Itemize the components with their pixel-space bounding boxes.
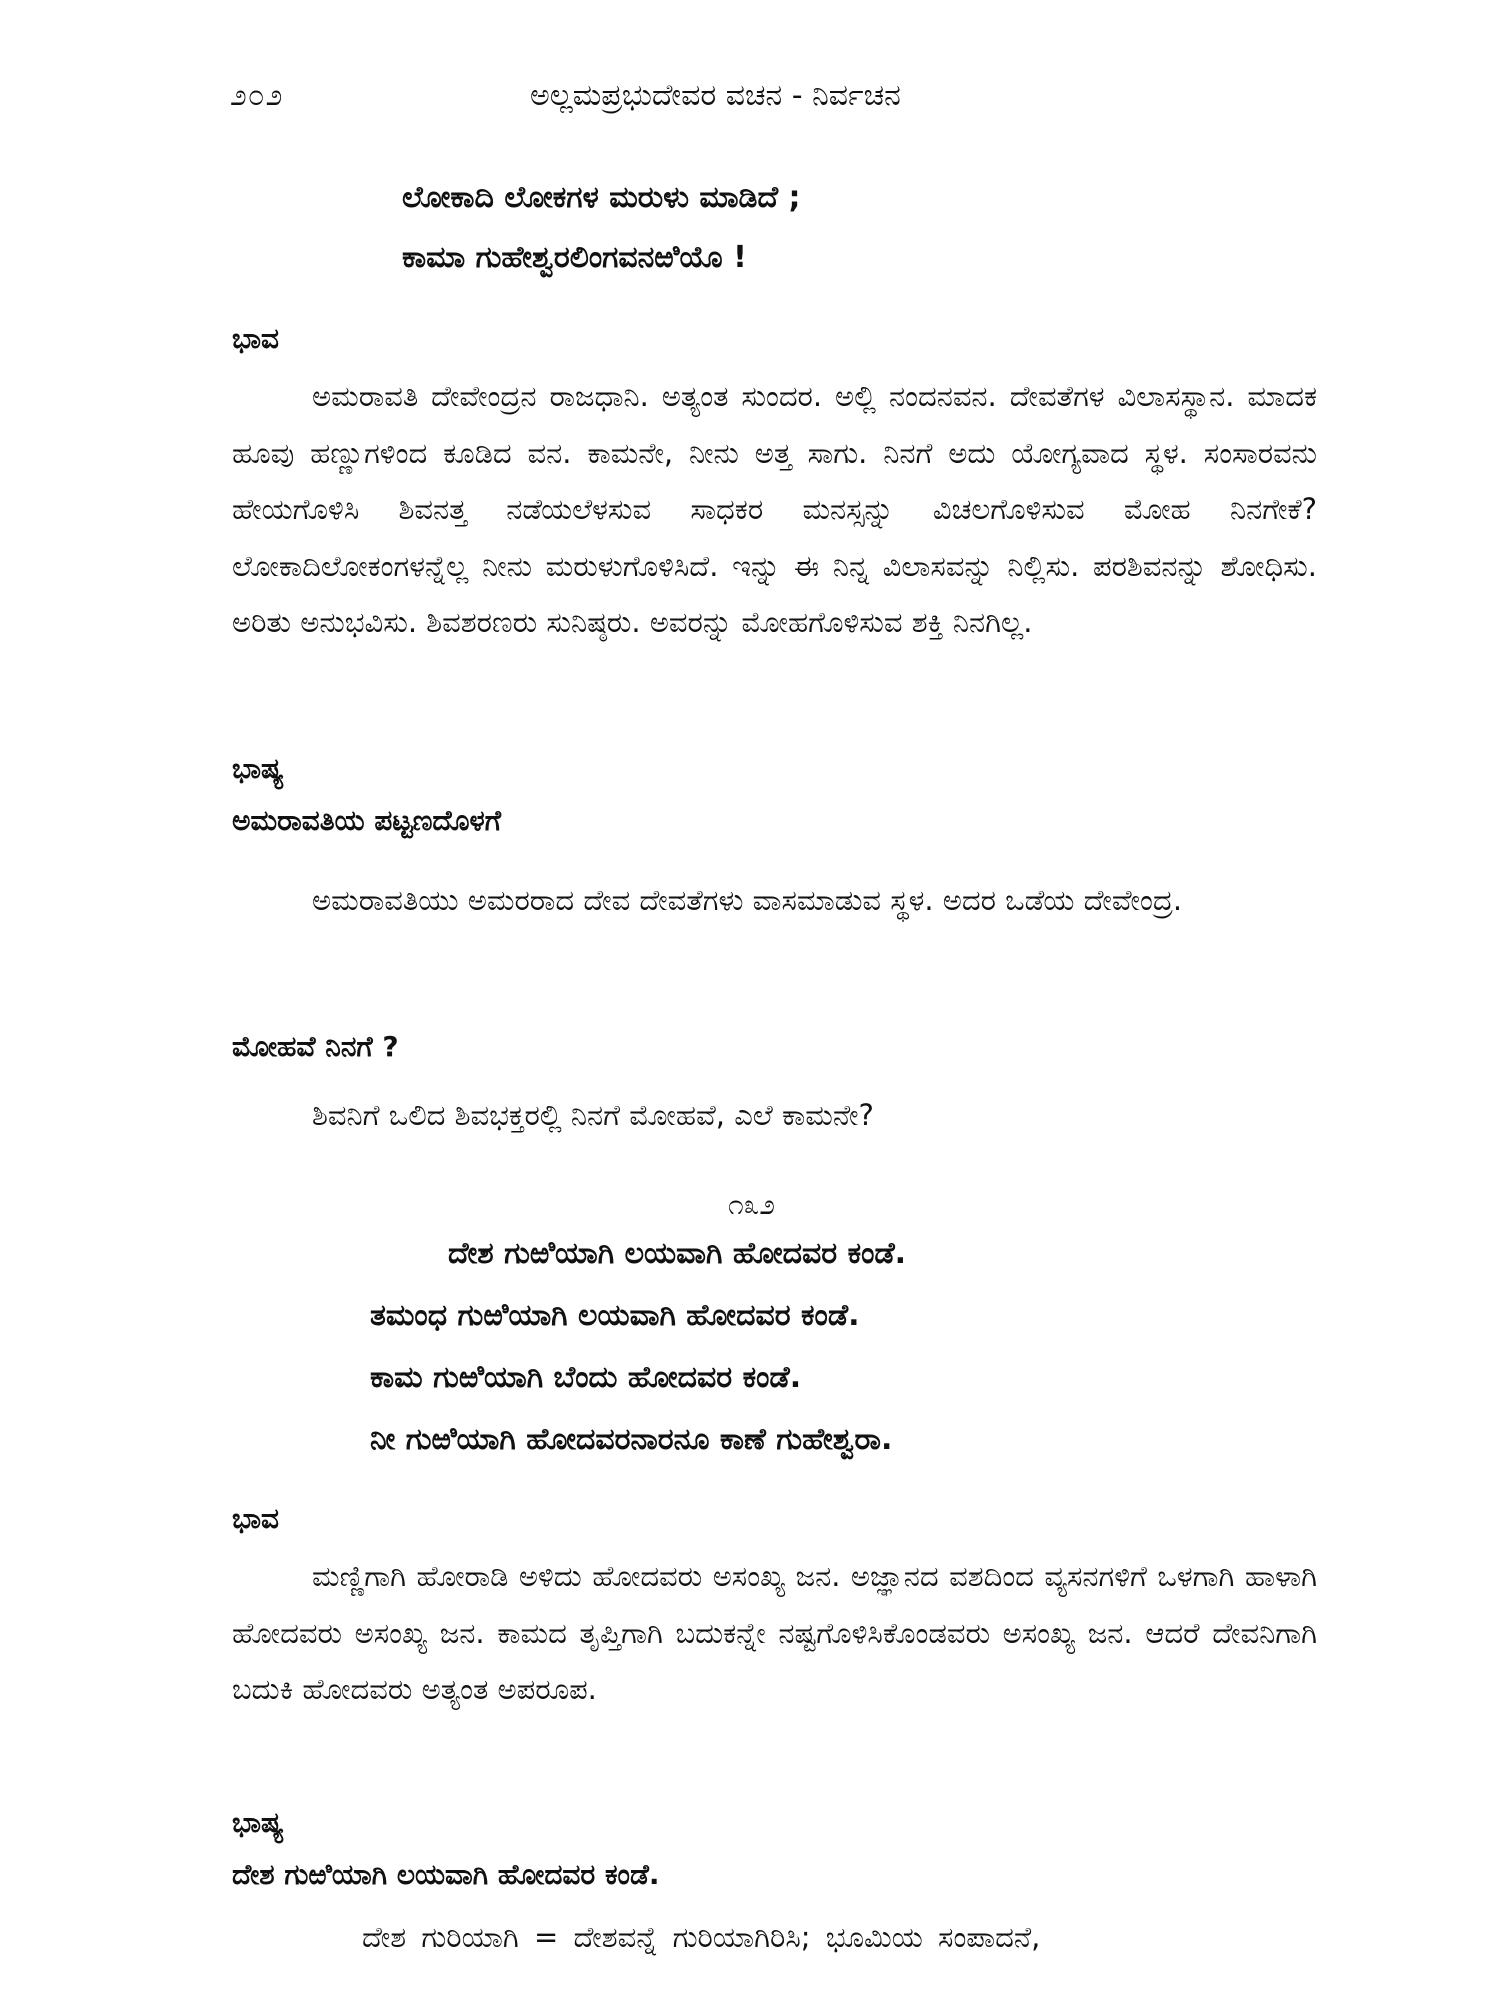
- opening-verse-line-2: ಕಾಮಾ ಗುಹೇಶ್ವರಲಿಂಗವನಱಿಯೊ !: [402, 240, 747, 275]
- opening-verse-line-1: ಲೋಕಾದಿ ಲೋಕಗಳ ಮರುಳು ಮಾಡಿದೆ ;: [402, 180, 801, 215]
- vachana-line-1: ದೇಶ ಗುಱಿಯಾಗಿ ಲಯವಾಗಿ ಹೋದವರ ಕಂಡೆ.: [448, 1236, 907, 1271]
- running-title: ಅಲ್ಲಮಪ್ರಭುದೇವರ ವಚನ - ನಿರ್ವಚನ: [530, 78, 901, 113]
- bhashya-heading: ಭಾಷ್ಯ: [232, 752, 284, 785]
- subheading-mohave: ಮೋಹವೆ ನಿನಗೆ ?: [232, 1030, 399, 1063]
- bhava-paragraph: ಅಮರಾವತಿ ದೇವೇಂದ್ರನ ರಾಜಧಾನಿ. ಅತ್ಯಂತ ಸುಂದರ. ಅಲ್ಲಿ ನಂದನವನ. ದೇವತೆಗಳ ವಿಲಾಸಸ್ಥಾನ. ಮಾದಕ ಹೂವು ಹಣ್ಣುಗಳಿಂದ ಕೂಡಿದ ವನ. ಕಾಮನೇ, ನೀನು ಅತ್ತ ಸಾಗು. ನಿನಗೆ ಅದು ಯೋಗ್ಯವಾದ ಸ್ಥಳ. ಸಂಸಾರವನು ಹೇಯಗೊಳಿಸಿ ಶಿವನತ್ತ ನಡೆಯಲೆಳಸುವ ಸಾಧಕರ ಮನಸ್ಸನ್ನು ವಿಚಲಗೊಳಿಸುವ ಮೋಹ ನಿನಗೇಕೆ? ಲೋಕಾದಿಲೋಕಂಗಳನ್ನೆಲ್ಲ ನೀನು ಮರುಳುಗೊಳಿಸಿದೆ. ಇನ್ನು ಈ ನಿನ್ನ ವಿಲಾಸವನ್ನು ನಿಲ್ಲಿಸು. ಪರಶಿವನನ್ನು ಶೋಧಿಸು. ಅರಿತು ಅನುಭವಿಸು. ಶಿವಶರಣರು ಸುನಿಷ್ಠರು. ಅವರನ್ನು ಮೋಹಗೊಳಿಸುವ ಶಕ್ತಿ ನಿನಗಿಲ್ಲ.: [232, 379, 1317, 639]
- desha-paragraph: ದೇಶ ಗುರಿಯಾಗಿ = ದೇಶವನ್ನೆ ಗುರಿಯಾಗಿರಿಸಿ; ಭೂಮಿಯ ಸಂಪಾದನೆ,: [362, 1920, 1041, 1954]
- bhava-paragraph-2: ಮಣ್ಣಿಗಾಗಿ ಹೋರಾಡಿ ಅಳಿದು ಹೋದವರು ಅಸಂಖ್ಯ ಜನ. ಅಜ್ಞಾನದ ವಶದಿಂದ ವ್ಯಸನಗಳಿಗೆ ಒಳಗಾಗಿ ಹಾಳಾಗಿ ಹೋದವರು ಅಸಂಖ್ಯ ಜನ. ಕಾಮದ ತೃಪ್ತಿಗಾಗಿ ಬದುಕನ್ನೇ ನಷ್ಟಗೊಳಿಸಿಕೊಂಡವರು ಅಸಂಖ್ಯ ಜನ. ಆದರೆ ದೇವನಿಗಾಗಿ ಬದುಕಿ ಹೋದವರು ಅತ್ಯಂತ ಅಪರೂಪ.: [232, 1559, 1317, 1706]
- page-number: ೨೦೨: [230, 78, 284, 113]
- page-header: [230, 78, 1315, 128]
- vachana-line-2: ತಮಂಧ ಗುಱಿಯಾಗಿ ಲಯವಾಗಿ ಹೋದವರ ಕಂಡೆ.: [370, 1298, 860, 1333]
- bhava-heading: ಭಾವ: [232, 322, 279, 355]
- mohave-paragraph: ಶಿವನಿಗೆ ಒಲಿದ ಶಿವಭಕ್ತರಲ್ಲಿ ನಿನಗೆ ಮೋಹವೆ, ಎಲೆ ಕಾಮನೇ?: [312, 1098, 874, 1132]
- bhashya-heading-2: ಭಾಷ್ಯ: [232, 1806, 284, 1839]
- subheading-amaravati: ಅಮರಾವತಿಯ ಪಟ್ಟಣದೊಳಗೆ: [232, 804, 501, 837]
- bhava-heading-2: ಭಾವ: [232, 1502, 279, 1535]
- subheading-desha: ದೇಶ ಗುಱಿಯಾಗಿ ಲಯವಾಗಿ ಹೋದವರ ಕಂಡೆ.: [232, 1858, 660, 1891]
- vachana-line-3: ಕಾಮ ಗುಱಿಯಾಗಿ ಬೆಂದು ಹೋದವರ ಕಂಡೆ.: [370, 1360, 802, 1395]
- vachana-number: ೧೩೨: [728, 1188, 776, 1221]
- vachana-line-4: ನೀ ಗುಱಿಯಾಗಿ ಹೋದವರನಾರನೂ ಕಾಣೆ ಗುಹೇಶ್ವರಾ.: [370, 1422, 893, 1457]
- amaravati-paragraph: ಅಮರಾವತಿಯು ಅಮರರಾದ ದೇವ ದೇವತೆಗಳು ವಾಸಮಾಡುವ ಸ್ಥಳ. ಅದರ ಒಡೆಯ ದೇವೇಂದ್ರ.: [312, 883, 1183, 917]
